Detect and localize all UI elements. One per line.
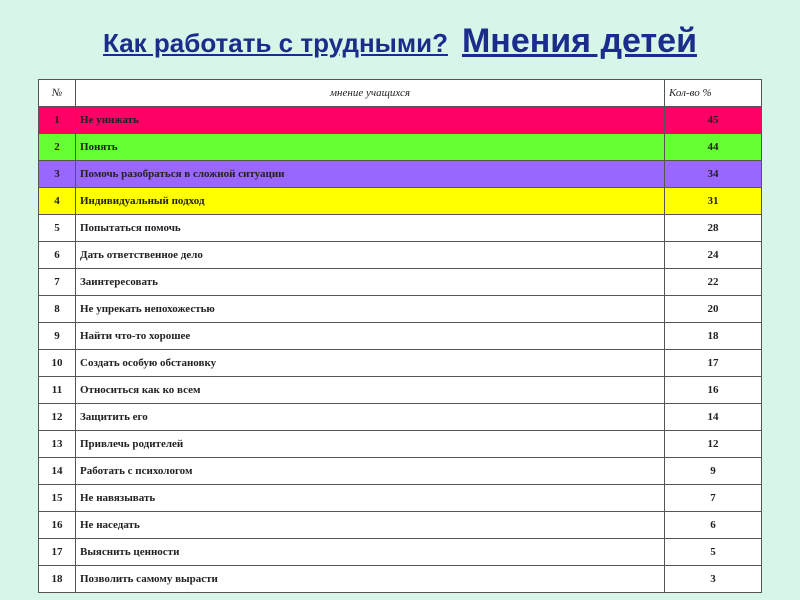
row-opinion: Попытаться помочь bbox=[76, 215, 665, 242]
row-opinion: Выяснить ценности bbox=[76, 539, 665, 566]
header-opinion: мнение учащихся bbox=[76, 80, 665, 107]
row-number: 1 bbox=[39, 107, 76, 134]
row-percent: 16 bbox=[665, 377, 762, 404]
row-percent: 14 bbox=[665, 404, 762, 431]
row-percent: 44 bbox=[665, 134, 762, 161]
row-opinion: Понять bbox=[76, 134, 665, 161]
row-opinion: Найти что-то хорошее bbox=[76, 323, 665, 350]
row-opinion: Создать особую обстановку bbox=[76, 350, 665, 377]
row-number: 12 bbox=[39, 404, 76, 431]
row-number: 3 bbox=[39, 161, 76, 188]
row-opinion: Не упрекать непохожестью bbox=[76, 296, 665, 323]
table-row bbox=[39, 242, 762, 269]
header-percent: Кол-во % bbox=[665, 80, 762, 107]
row-percent: 5 bbox=[665, 539, 762, 566]
table-row bbox=[39, 269, 762, 296]
table-row bbox=[39, 215, 762, 242]
row-percent: 18 bbox=[665, 323, 762, 350]
slide-title bbox=[0, 22, 800, 61]
table-row bbox=[39, 296, 762, 323]
row-percent: 17 bbox=[665, 350, 762, 377]
row-number: 2 bbox=[39, 134, 76, 161]
table-row bbox=[39, 512, 762, 539]
row-opinion: Не унижать bbox=[76, 107, 665, 134]
row-number: 13 bbox=[39, 431, 76, 458]
table-row bbox=[39, 431, 762, 458]
row-percent: 45 bbox=[665, 107, 762, 134]
row-percent: 7 bbox=[665, 485, 762, 512]
row-opinion: Не наседать bbox=[76, 512, 665, 539]
table-row bbox=[39, 404, 762, 431]
row-number: 8 bbox=[39, 296, 76, 323]
title-sub: Мнения детей bbox=[461, 22, 697, 60]
row-number: 11 bbox=[39, 377, 76, 404]
title-main: Как работать с трудными? bbox=[103, 28, 448, 58]
table-row bbox=[39, 107, 762, 134]
row-percent: 34 bbox=[665, 161, 762, 188]
table-row bbox=[39, 188, 762, 215]
table-row bbox=[39, 485, 762, 512]
table-body bbox=[39, 80, 762, 593]
table-row bbox=[39, 161, 762, 188]
row-percent: 22 bbox=[665, 269, 762, 296]
row-number: 10 bbox=[39, 350, 76, 377]
row-opinion: Привлечь родителей bbox=[76, 431, 665, 458]
row-opinion: Дать ответственное дело bbox=[76, 242, 665, 269]
row-number: 6 bbox=[39, 242, 76, 269]
table-row bbox=[39, 377, 762, 404]
row-opinion: Заинтересовать bbox=[76, 269, 665, 296]
table-row bbox=[39, 566, 762, 593]
row-percent: 3 bbox=[665, 566, 762, 593]
row-opinion: Помочь разобраться в сложной ситуации bbox=[76, 161, 665, 188]
row-percent: 9 bbox=[665, 458, 762, 485]
row-opinion: Работать с психологом bbox=[76, 458, 665, 485]
header-number: № bbox=[39, 80, 76, 107]
row-number: 15 bbox=[39, 485, 76, 512]
table-header-row bbox=[39, 80, 762, 107]
row-number: 9 bbox=[39, 323, 76, 350]
row-opinion: Относиться как ко всем bbox=[76, 377, 665, 404]
opinions-table bbox=[38, 79, 762, 593]
row-percent: 28 bbox=[665, 215, 762, 242]
row-number: 18 bbox=[39, 566, 76, 593]
table-row bbox=[39, 134, 762, 161]
row-number: 4 bbox=[39, 188, 76, 215]
row-percent: 12 bbox=[665, 431, 762, 458]
table-row bbox=[39, 458, 762, 485]
row-number: 17 bbox=[39, 539, 76, 566]
row-percent: 6 bbox=[665, 512, 762, 539]
row-percent: 20 bbox=[665, 296, 762, 323]
row-number: 14 bbox=[39, 458, 76, 485]
row-number: 7 bbox=[39, 269, 76, 296]
table-row bbox=[39, 323, 762, 350]
row-number: 16 bbox=[39, 512, 76, 539]
table-row bbox=[39, 539, 762, 566]
row-opinion: Позволить самому вырасти bbox=[76, 566, 665, 593]
row-opinion: Не навязывать bbox=[76, 485, 665, 512]
row-number: 5 bbox=[39, 215, 76, 242]
row-percent: 24 bbox=[665, 242, 762, 269]
row-percent: 31 bbox=[665, 188, 762, 215]
row-opinion: Индивидуальный подход bbox=[76, 188, 665, 215]
row-opinion: Защитить его bbox=[76, 404, 665, 431]
table-row bbox=[39, 350, 762, 377]
